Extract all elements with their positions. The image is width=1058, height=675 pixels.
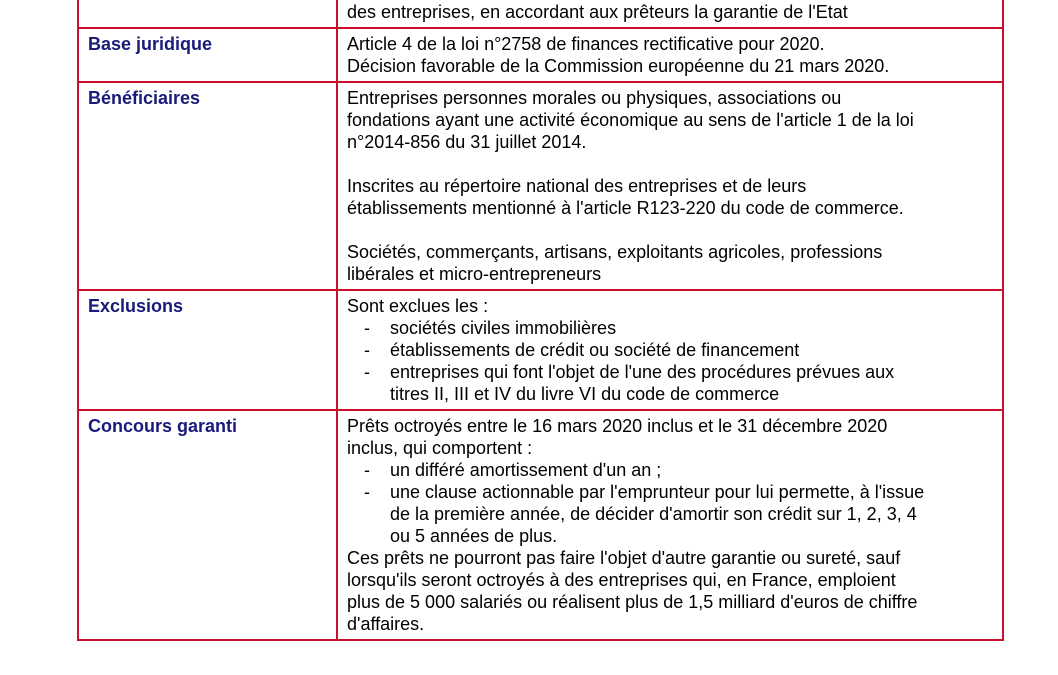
text-line: entreprises qui font l'objet de l'une des procédures prévues aux [390,362,895,382]
text-line: de la première année, de décider d'amortir son crédit sur 1, 2, 3, 4 [390,504,917,524]
text-line: établissements de crédit ou société de financement [390,340,800,360]
dash-bullet: - [364,340,370,360]
text-line: plus de 5 000 salariés ou réalisent plus de 1,5 milliard d'euros de chiffre [347,592,918,612]
text-line: Article 4 de la loi n°2758 de finances rectificative pour 2020. [347,34,825,54]
row-label-objet [78,0,337,28]
dash-bullet: - [364,460,370,480]
row-content-concours-garanti [337,410,1003,640]
text-line: Sociétés, commerçants, artisans, exploitants agricoles, professions [347,242,883,262]
table-row-concours-garanti [78,410,1003,640]
dash-bullet: - [364,318,370,338]
text-line: fondations ayant une activité économique au sens de l'article 1 de la loi [347,110,914,130]
text-line: inclus, qui comportent : [347,438,533,458]
row-content-objet [337,0,1003,28]
text-line: des entreprises, en accordant aux prêteurs la garantie de l'Etat [347,2,848,22]
table-row-exclusions [78,290,1003,410]
text-line: un différé amortissement d'un an ; [390,460,662,480]
list-item [347,339,992,361]
row-content-exclusions [337,290,1003,410]
text-line: Décision favorable de la Commission européenne du 21 mars 2020. [347,56,890,76]
list-item [347,361,992,405]
text-line: lorsqu'ils seront octroyés à des entreprises qui, en France, emploient [347,570,896,590]
row-label-base-juridique: Base juridique [78,28,337,82]
text-line: titres II, III et IV du livre VI du code de commerce [390,384,780,404]
row-content-base-juridique [337,28,1003,82]
text-line: ou 5 années de plus. [390,526,558,546]
text-line: libérales et micro-entrepreneurs [347,264,602,284]
table-row-objet [78,0,1003,28]
text-line: n°2014-856 du 31 juillet 2014. [347,132,587,152]
text-line: Prêts octroyés entre le 16 mars 2020 inclus et le 31 décembre 2020 [347,416,888,436]
text-line: Inscrites au répertoire national des entreprises et de leurs [347,176,807,196]
text-line: établissements mentionné à l'article R123-220 du code de commerce. [347,198,904,218]
concours-list [347,459,992,547]
text-line: Ces prêts ne pourront pas faire l'objet d'autre garantie ou sureté, sauf [347,548,901,568]
table-row-beneficiaires [78,82,1003,290]
text-line: une clause actionnable par l'emprunteur pour lui permette, à l'issue [390,482,925,502]
text-line: sociétés civiles immobilières [390,318,617,338]
text-line: Entreprises personnes morales ou physiques, associations ou [347,88,842,108]
dash-bullet: - [364,482,370,502]
exclusions-list [347,317,992,405]
table-row-base-juridique [78,28,1003,82]
row-label-beneficiaires: Bénéficiaires [78,82,337,290]
row-content-beneficiaires [337,82,1003,290]
row-label-exclusions: Exclusions [78,290,337,410]
row-label-concours-garanti: Concours garanti [78,410,337,640]
paragraph-gap [347,219,992,241]
list-item [347,481,992,547]
list-item [347,317,992,339]
paragraph-gap [347,153,992,175]
dash-bullet: - [364,362,370,382]
list-item [347,459,992,481]
document-table [77,0,1004,641]
list-intro: Sont exclues les : [347,296,489,316]
text-line: d'affaires. [347,614,425,634]
